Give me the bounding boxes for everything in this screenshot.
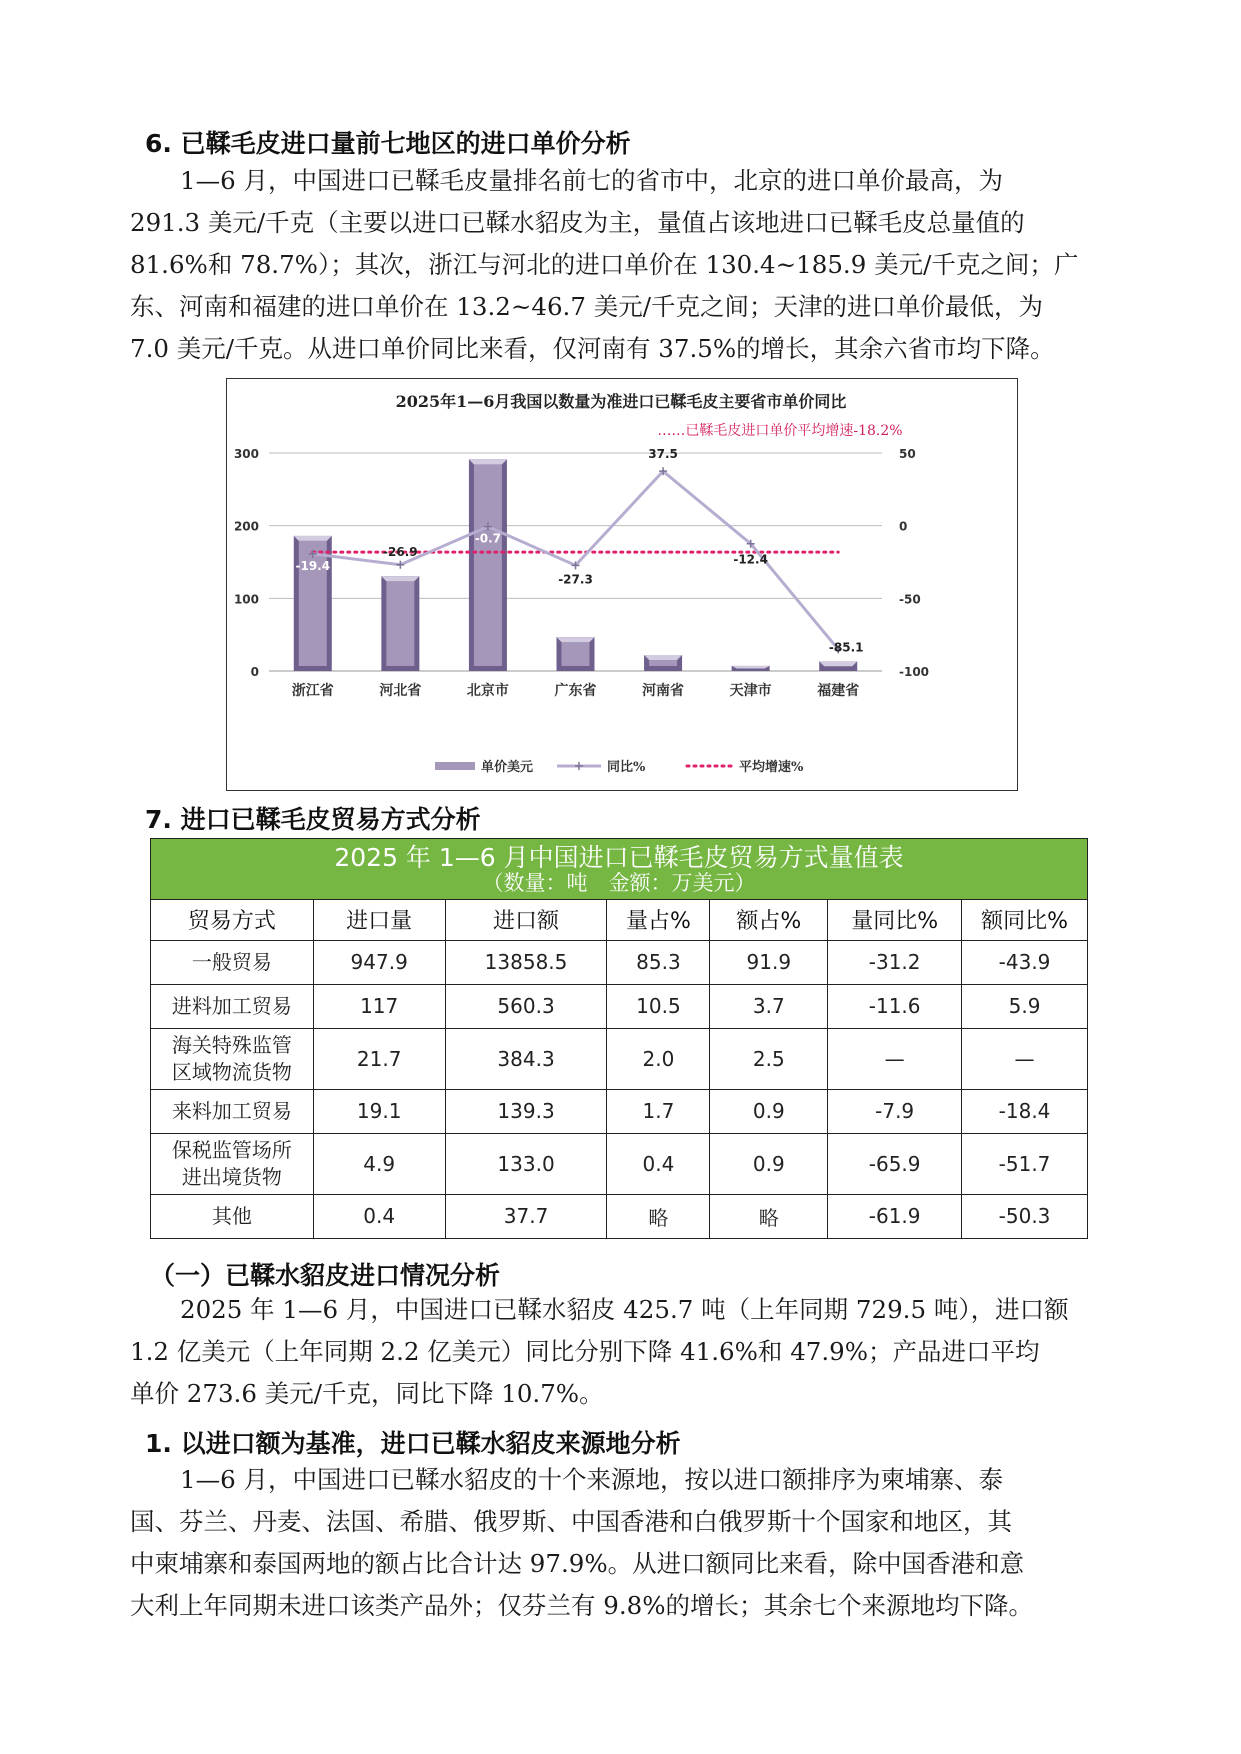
table-cell: 2.5	[710, 1028, 828, 1089]
category-label: 天津市	[729, 683, 772, 699]
section-a-heading: （一）已鞣水貂皮进口情况分析	[150, 1261, 501, 1290]
table-cell: 947.9	[313, 940, 445, 984]
table-row	[151, 940, 1088, 984]
bar-top-bevel	[732, 666, 770, 669]
legend-label-yoy: 同比%	[607, 760, 646, 775]
bar-top-bevel	[819, 661, 857, 666]
column-header: 额同比%	[962, 899, 1088, 940]
paragraph-line: 国、芬兰、丹麦、法国、希腊、俄罗斯、中国香港和白俄罗斯十个国家和地区，其	[130, 1507, 1012, 1536]
yoy-data-label: -27.3	[558, 572, 593, 587]
trade-mode-cell	[151, 1194, 314, 1238]
left-axis-tick-label: 0	[250, 665, 259, 679]
paragraph-line: 1—6 月，中国进口已鞣水貂皮的十个来源地，按以进口额排序为柬埔寨、泰	[180, 1465, 1003, 1494]
chart-canvas	[227, 379, 1016, 789]
table-cell: 10.5	[607, 984, 710, 1028]
table-cell: 91.9	[710, 940, 828, 984]
table-cell: -51.7	[962, 1133, 1088, 1194]
paragraph-line: 2025 年 1—6 月，中国进口已鞣水貂皮 425.7 吨（上年同期 729.5 吨），进口额	[180, 1295, 1069, 1324]
table-cell: 19.1	[313, 1089, 445, 1133]
yoy-data-label: -19.4	[295, 558, 331, 573]
section-6-paragraph	[130, 160, 1110, 370]
table-cell: 4.9	[313, 1133, 445, 1194]
table-row	[151, 1028, 1088, 1089]
table-cell: -18.4	[962, 1089, 1088, 1133]
paragraph-line: 1.2 亿美元（上年同期 2.2 亿美元）同比分别下降 41.6%和 47.9%；产品进口平均	[130, 1337, 1040, 1366]
table-cell: 1.7	[607, 1089, 710, 1133]
paragraph-line: 中柬埔寨和泰国两地的额占比合计达 97.9%。从进口额同比来看，除中国香港和意	[130, 1549, 1025, 1578]
bar-top-bevel	[381, 576, 419, 581]
bar-top-bevel	[294, 536, 332, 541]
bar-price-7	[819, 661, 857, 671]
yoy-data-label: -12.4	[733, 552, 768, 567]
category-label: 福建省	[817, 683, 860, 699]
section-a1-paragraph	[130, 1459, 1110, 1627]
table-cell: 117	[313, 984, 445, 1028]
table-cell: 略	[607, 1194, 710, 1238]
trade-mode-label: 区域物流货物	[171, 1059, 292, 1084]
chart-title: 2025年1—6月我国以数量为准进口已鞣毛皮主要省市单价同比	[395, 392, 847, 411]
table-cell: 85.3	[607, 940, 710, 984]
table-cell: 0.9	[710, 1089, 828, 1133]
table-cell: -11.6	[828, 984, 962, 1028]
table-cell: -43.9	[962, 940, 1088, 984]
section-a1-heading: 1. 以进口额为基准，进口已鞣水貂皮来源地分析	[145, 1429, 681, 1458]
bar-face	[562, 642, 590, 666]
paragraph-line: 东、河南和福建的进口单价在 13.2~46.7 美元/千克之间；天津的进口单价最低，为	[130, 292, 1043, 321]
trade-mode-label: 海关特殊监管	[171, 1032, 292, 1057]
column-header: 量同比%	[828, 899, 962, 940]
table-cell: 2.0	[607, 1028, 710, 1089]
bar-face	[386, 581, 414, 666]
yoy-data-label: -85.1	[828, 640, 864, 655]
paragraph-line: 81.6%和 78.7%）；其次，浙江与河北的进口单价在 130.4~185.9 美元/千克之间；广	[130, 250, 1079, 279]
column-header: 贸易方式	[151, 899, 314, 940]
table-cell: 略	[710, 1194, 828, 1238]
table-row	[151, 1194, 1088, 1238]
table-cell: 133.0	[445, 1133, 607, 1194]
bar-price-4	[557, 637, 595, 671]
category-label: 河北省	[379, 683, 422, 699]
bar-price-3	[469, 459, 507, 671]
table-caption	[151, 839, 1088, 900]
yoy-data-label: -0.7	[474, 531, 502, 546]
category-label: 广东省	[554, 683, 597, 699]
paragraph-line: 1—6 月，中国进口已鞣毛皮量排名前七的省市中，北京的进口单价最高，为	[180, 166, 1003, 195]
table-subtitle: （数量：吨 金额：万美元）	[482, 870, 756, 895]
right-axis-tick-label: -100	[899, 665, 930, 679]
right-axis-tick-label: 0	[899, 519, 908, 534]
trade-mode-label: 进出境货物	[181, 1164, 282, 1189]
bar-face	[649, 660, 677, 666]
trade-mode-cell	[151, 940, 314, 984]
table-cell: —	[962, 1028, 1088, 1089]
table-cell: 560.3	[445, 984, 607, 1028]
legend-swatch-price	[435, 762, 475, 770]
paragraph-line: 大利上年同期未进口该类产品外；仅芬兰有 9.8%的增长；其余七个来源地均下降。	[130, 1591, 1034, 1620]
table-cell: -31.2	[828, 940, 962, 984]
trade-mode-cell	[151, 1133, 314, 1194]
section-7-heading: 7. 进口已鞣毛皮贸易方式分析	[145, 805, 481, 834]
bar-price-6	[732, 666, 770, 671]
legend-label-average: 平均增速%	[739, 760, 804, 775]
table-row	[151, 1089, 1088, 1133]
category-label: 浙江省	[291, 683, 334, 699]
section-6-heading: 6. 已鞣毛皮进口量前七地区的进口单价分析	[145, 129, 631, 158]
trade-mode-label: 保税监管场所	[171, 1137, 292, 1162]
table-cell: —	[828, 1028, 962, 1089]
bar-top-bevel	[644, 655, 682, 660]
trade-mode-cell	[151, 1089, 314, 1133]
table-cell: -50.3	[962, 1194, 1088, 1238]
table-cell: 3.7	[710, 984, 828, 1028]
category-label: 河南省	[642, 683, 685, 699]
bar-face	[474, 464, 502, 666]
legend-marker-yoy	[575, 762, 583, 770]
column-header: 进口额	[445, 899, 607, 940]
bar-price-2	[381, 576, 419, 671]
table-cell: 0.9	[710, 1133, 828, 1194]
table-title: 2025 年 1—6 月中国进口已鞣毛皮贸易方式量值表	[334, 843, 904, 872]
bar-top-bevel	[557, 637, 595, 642]
legend-label-price: 单价美元	[481, 760, 534, 775]
table-cell: 37.7	[445, 1194, 607, 1238]
left-axis-tick-label: 300	[233, 447, 259, 461]
table-cell: -7.9	[828, 1089, 962, 1133]
trade-mode-label: 进料加工贸易	[171, 993, 292, 1018]
right-axis-tick-label: 50	[899, 447, 916, 461]
left-axis-tick-label: 100	[233, 592, 259, 607]
category-label: 北京市	[466, 683, 509, 699]
trade-mode-table	[150, 838, 1088, 1239]
table-cell: 0.4	[607, 1133, 710, 1194]
table-cell: 139.3	[445, 1089, 607, 1133]
bar-price-5	[644, 655, 682, 671]
table-cell: 21.7	[313, 1028, 445, 1089]
trade-mode-cell	[151, 1028, 314, 1089]
column-header: 额占%	[710, 899, 828, 940]
trade-mode-label: 一般贸易	[191, 949, 272, 974]
table-cell: 13858.5	[445, 940, 607, 984]
table-cell: 0.4	[313, 1194, 445, 1238]
right-axis-tick-label: -50	[899, 592, 921, 607]
section-a-paragraph	[130, 1289, 1110, 1415]
trade-mode-label: 其他	[211, 1203, 252, 1228]
table-cell: -61.9	[828, 1194, 962, 1238]
yoy-data-label: 37.5	[648, 447, 678, 462]
column-header: 进口量	[313, 899, 445, 940]
chart-annotation: ……已鞣毛皮进口单价平均增速-18.2%	[657, 423, 903, 439]
column-header: 量占%	[607, 899, 710, 940]
left-axis-tick-label: 200	[233, 519, 259, 534]
bar-top-bevel	[469, 459, 507, 464]
table-row	[151, 984, 1088, 1028]
table-cell: 384.3	[445, 1028, 607, 1089]
trade-mode-label: 来料加工贸易	[171, 1098, 292, 1123]
paragraph-line: 7.0 美元/千克。从进口单价同比来看，仅河南有 37.5%的增长，其余六省市均下降。	[130, 334, 1055, 363]
trade-mode-cell	[151, 984, 314, 1028]
table-cell: -65.9	[828, 1133, 962, 1194]
paragraph-line: 291.3 美元/千克（主要以进口已鞣水貂皮为主，量值占该地进口已鞣毛皮总量值的	[130, 208, 1025, 237]
table-cell: 5.9	[962, 984, 1088, 1028]
price-yoy-chart	[226, 378, 1018, 791]
table-row	[151, 1133, 1088, 1194]
yoy-data-label: -26.9	[383, 544, 418, 559]
paragraph-line: 单价 273.6 美元/千克，同比下降 10.7%。	[130, 1379, 604, 1408]
table-header-row	[151, 899, 1088, 940]
